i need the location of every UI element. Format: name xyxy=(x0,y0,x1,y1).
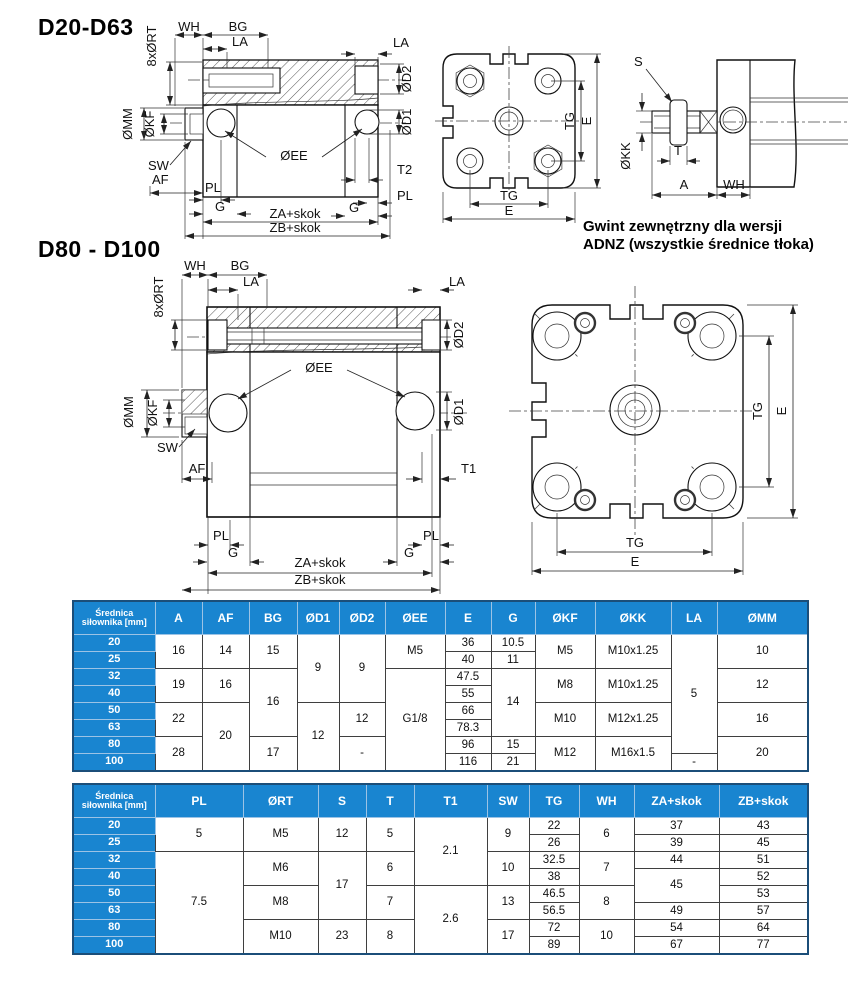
row-header-cell: 20 xyxy=(73,635,155,652)
value-cell: 17 xyxy=(487,920,529,955)
value-cell: 38 xyxy=(529,869,579,886)
value-cell: 12 xyxy=(318,818,366,852)
value-cell: G1/8 xyxy=(385,669,445,772)
dim-label-d2: ØD2 xyxy=(451,321,466,349)
value-cell: 22 xyxy=(529,818,579,835)
column-header: ØMM xyxy=(717,601,808,635)
column-header: ØD2 xyxy=(339,601,385,635)
column-header: ZA+skok xyxy=(634,784,719,818)
column-header: G xyxy=(491,601,535,635)
column-header: E xyxy=(445,601,491,635)
value-cell: 7 xyxy=(366,886,414,920)
value-cell: 32.5 xyxy=(529,852,579,869)
d80-end-geometry xyxy=(509,286,759,536)
value-cell: 22 xyxy=(155,703,202,737)
value-cell: 10.5 xyxy=(491,635,535,652)
value-cell: 53 xyxy=(719,886,808,903)
value-cell: M8 xyxy=(535,669,595,703)
value-cell: 9 xyxy=(487,818,529,852)
column-header: SW xyxy=(487,784,529,818)
value-cell: 15 xyxy=(491,737,535,754)
row-header-cell: 63 xyxy=(73,903,155,920)
dim-label-sw: SW xyxy=(157,440,178,455)
value-cell: 51 xyxy=(719,852,808,869)
column-header: T xyxy=(366,784,414,818)
value-cell: 2.6 xyxy=(414,886,487,955)
column-header: ØEE xyxy=(385,601,445,635)
dim-label-mm: ØMM xyxy=(121,396,136,428)
value-cell: - xyxy=(671,754,717,772)
header-row xyxy=(73,601,808,635)
value-cell: 40 xyxy=(445,652,491,669)
value-cell: M6 xyxy=(243,852,318,886)
row-header-cell: 100 xyxy=(73,937,155,955)
value-cell: 17 xyxy=(318,852,366,920)
dim-label-g-left: G xyxy=(215,199,226,214)
column-header: ØRT xyxy=(243,784,318,818)
column-header: ØKK xyxy=(595,601,671,635)
row-header-cell: 32 xyxy=(73,669,155,686)
value-cell: 89 xyxy=(529,937,579,955)
dim-label-mm: ØMM xyxy=(120,108,135,140)
value-cell: 2.1 xyxy=(414,818,487,886)
value-cell: M10x1.25 xyxy=(595,635,671,669)
row-header-cell: 40 xyxy=(73,869,155,886)
value-cell: 12 xyxy=(717,669,808,703)
value-cell: 45 xyxy=(719,835,808,852)
dim-label-ee: ØEE xyxy=(280,148,308,163)
column-header: Średnica siłownika [mm] xyxy=(73,784,155,818)
value-cell: 67 xyxy=(634,937,719,955)
value-cell: 72 xyxy=(529,920,579,937)
column-header: ØKF xyxy=(535,601,595,635)
value-cell: M12x1.25 xyxy=(595,703,671,737)
value-cell: 6 xyxy=(579,818,634,852)
column-header: S xyxy=(318,784,366,818)
row-header-cell: 80 xyxy=(73,737,155,754)
row-header-cell: 40 xyxy=(73,686,155,703)
value-cell: 64 xyxy=(719,920,808,937)
dim-label-d2: ØD2 xyxy=(399,65,414,93)
value-cell: 8 xyxy=(579,886,634,920)
dim-label-bg: BG xyxy=(230,258,250,273)
dim-label-zb: ZB+skok xyxy=(269,220,321,235)
section-title-d20-d63: D20-D63 xyxy=(38,14,134,40)
dim-label-pl-left: PL xyxy=(205,180,221,195)
column-header: ZB+skok xyxy=(719,784,808,818)
row-header-cell: 25 xyxy=(73,652,155,669)
d20-end-geometry xyxy=(435,46,583,196)
drawing-d80-side-view xyxy=(75,252,520,597)
value-cell: 5 xyxy=(155,818,243,852)
row-header-cell: 32 xyxy=(73,852,155,869)
value-cell: 5 xyxy=(671,635,717,754)
value-cell: 9 xyxy=(297,635,339,703)
column-header: AF xyxy=(202,601,249,635)
dim-label-za: ZA+skok xyxy=(294,555,346,570)
value-cell: 14 xyxy=(202,635,249,669)
dim-label-wh: WH xyxy=(184,258,206,273)
dim-label-a: A xyxy=(679,177,689,192)
value-cell: 15 xyxy=(249,635,297,669)
dim-label-wh: WH xyxy=(178,19,200,34)
value-cell: M8 xyxy=(243,886,318,920)
dim-label-pl-right: PL xyxy=(397,188,413,203)
value-cell: 9 xyxy=(339,635,385,703)
drawing-d20-end-view xyxy=(435,46,610,238)
value-cell: M10 xyxy=(243,920,318,955)
column-header: LA xyxy=(671,601,717,635)
row-header-cell: 20 xyxy=(73,818,155,835)
dim-label-tg-h: TG xyxy=(625,535,645,550)
dim-label-tg-v: TG xyxy=(750,401,765,421)
value-cell: 6 xyxy=(366,852,414,886)
dim-label-zb: ZB+skok xyxy=(294,572,346,587)
value-cell: 19 xyxy=(155,669,202,703)
value-cell: 77 xyxy=(719,937,808,955)
dim-label-bg: BG xyxy=(228,19,248,34)
value-cell: 23 xyxy=(318,920,366,955)
dim-label-g-right: G xyxy=(403,545,415,560)
drawing-d80-end-view xyxy=(497,278,832,608)
value-cell: 16 xyxy=(249,669,297,737)
value-cell: 47.5 xyxy=(445,669,491,686)
table-row xyxy=(73,818,808,835)
dim-label-kf: ØKF xyxy=(145,399,160,427)
dim-label-8xrt: 8xØRT xyxy=(151,276,166,318)
note-line1: Gwint zewnętrzny dla wersji xyxy=(583,218,783,235)
dim-label-e-v: E xyxy=(774,406,789,416)
row-header-cell: 63 xyxy=(73,720,155,737)
dim-label-tg-h: TG xyxy=(499,188,519,203)
column-header: ØD1 xyxy=(297,601,339,635)
column-header: PL xyxy=(155,784,243,818)
value-cell: 28 xyxy=(155,737,202,772)
table-row xyxy=(73,635,808,652)
value-cell: 10 xyxy=(487,852,529,886)
column-header: T1 xyxy=(414,784,487,818)
value-cell: 26 xyxy=(529,835,579,852)
value-cell: 36 xyxy=(445,635,491,652)
value-cell: 116 xyxy=(445,754,491,772)
dim-label-ee: ØEE xyxy=(305,360,333,375)
thread-geometry xyxy=(640,60,848,187)
value-cell: 17 xyxy=(249,737,297,772)
value-cell: 14 xyxy=(491,669,535,737)
value-cell: M16x1.5 xyxy=(595,737,671,772)
dim-label-kf: ØKF xyxy=(142,110,157,138)
column-header: WH xyxy=(579,784,634,818)
note-adnz xyxy=(583,218,845,255)
row-header-cell: 25 xyxy=(73,835,155,852)
value-cell: 13 xyxy=(487,886,529,920)
value-cell: 20 xyxy=(717,737,808,772)
value-cell: 57 xyxy=(719,903,808,920)
value-cell: 16 xyxy=(202,669,249,703)
value-cell: 20 xyxy=(202,703,249,772)
dim-label-la: LA xyxy=(243,274,259,289)
dim-label-g-left: G xyxy=(227,545,239,560)
dim-label-d1: ØD1 xyxy=(399,108,414,136)
dim-label-pl-left: PL xyxy=(213,528,229,543)
dim-label-e-v: E xyxy=(579,116,594,126)
dim-label-t2: T2 xyxy=(397,162,413,177)
value-cell: 78.3 xyxy=(445,720,491,737)
section-title-d80-d100: D80 - D100 xyxy=(38,236,161,262)
value-cell: 39 xyxy=(634,835,719,852)
dim-label-d1: ØD1 xyxy=(451,398,466,426)
value-cell: 7.5 xyxy=(155,852,243,955)
dim-label-t: T xyxy=(674,143,682,158)
dimensions-table-2 xyxy=(72,783,809,955)
value-cell: M12 xyxy=(535,737,595,772)
dim-label-t1: T1 xyxy=(461,461,477,476)
value-cell: 7 xyxy=(579,852,634,886)
note-line2: ADNZ (wszystkie średnice tłoka) xyxy=(583,236,814,254)
column-header: BG xyxy=(249,601,297,635)
d20-geometry xyxy=(170,60,406,197)
value-cell: 66 xyxy=(445,703,491,720)
drawing-thread-detail xyxy=(612,38,852,220)
d80-geometry xyxy=(163,307,467,517)
column-header: TG xyxy=(529,784,579,818)
value-cell: 12 xyxy=(297,703,339,772)
value-cell: 96 xyxy=(445,737,491,754)
value-cell: M5 xyxy=(535,635,595,669)
dim-label-e-h: E xyxy=(504,203,514,218)
value-cell: 11 xyxy=(491,652,535,669)
value-cell: 37 xyxy=(634,818,719,835)
value-cell: 5 xyxy=(366,818,414,852)
value-cell: 49 xyxy=(634,903,719,920)
value-cell: 56.5 xyxy=(529,903,579,920)
value-cell: M5 xyxy=(385,635,445,669)
dim-label-8xrt: 8xØRT xyxy=(144,25,159,67)
column-header: A xyxy=(155,601,202,635)
dim-label-e-h: E xyxy=(630,554,640,569)
value-cell: 10 xyxy=(717,635,808,669)
value-cell: 54 xyxy=(634,920,719,937)
row-header-cell: 50 xyxy=(73,886,155,903)
dim-label-tg-v: TG xyxy=(562,111,577,131)
value-cell: 43 xyxy=(719,818,808,835)
column-header: Średnica siłownika [mm] xyxy=(73,601,155,635)
dim-label-af: AF xyxy=(152,172,169,187)
dim-label-wh2: WH xyxy=(723,177,745,192)
value-cell: 10 xyxy=(579,920,634,955)
dim-label-kk: ØKK xyxy=(618,142,633,170)
dim-label-g-right: G xyxy=(349,200,360,215)
row-header-cell: 100 xyxy=(73,754,155,772)
dim-label-af: AF xyxy=(188,461,206,476)
dim-label-la-right: LA xyxy=(393,35,409,50)
value-cell: 16 xyxy=(155,635,202,669)
value-cell: 52 xyxy=(719,869,808,886)
value-cell: 55 xyxy=(445,686,491,703)
dim-label-la: LA xyxy=(232,34,248,49)
value-cell: M10x1.25 xyxy=(595,669,671,703)
dim-label-sw: SW xyxy=(148,158,169,173)
value-cell: - xyxy=(339,737,385,772)
value-cell: 16 xyxy=(717,703,808,737)
value-cell: 12 xyxy=(339,703,385,737)
value-cell: 21 xyxy=(491,754,535,772)
dim-label-pl-right: PL xyxy=(423,528,439,543)
dim-label-za: ZA+skok xyxy=(269,206,321,221)
row-header-cell: 50 xyxy=(73,703,155,720)
value-cell: 46.5 xyxy=(529,886,579,903)
value-cell: 45 xyxy=(634,869,719,903)
value-cell: 8 xyxy=(366,920,414,955)
value-cell: M5 xyxy=(243,818,318,852)
dim-label-la-right: LA xyxy=(449,274,465,289)
header-row xyxy=(73,784,808,818)
dimensions-table-1 xyxy=(72,600,809,772)
value-cell: 44 xyxy=(634,852,719,869)
row-header-cell: 80 xyxy=(73,920,155,937)
drawing-d20-side-view xyxy=(52,10,452,248)
dim-label-s: S xyxy=(634,54,643,69)
value-cell: M10 xyxy=(535,703,595,737)
